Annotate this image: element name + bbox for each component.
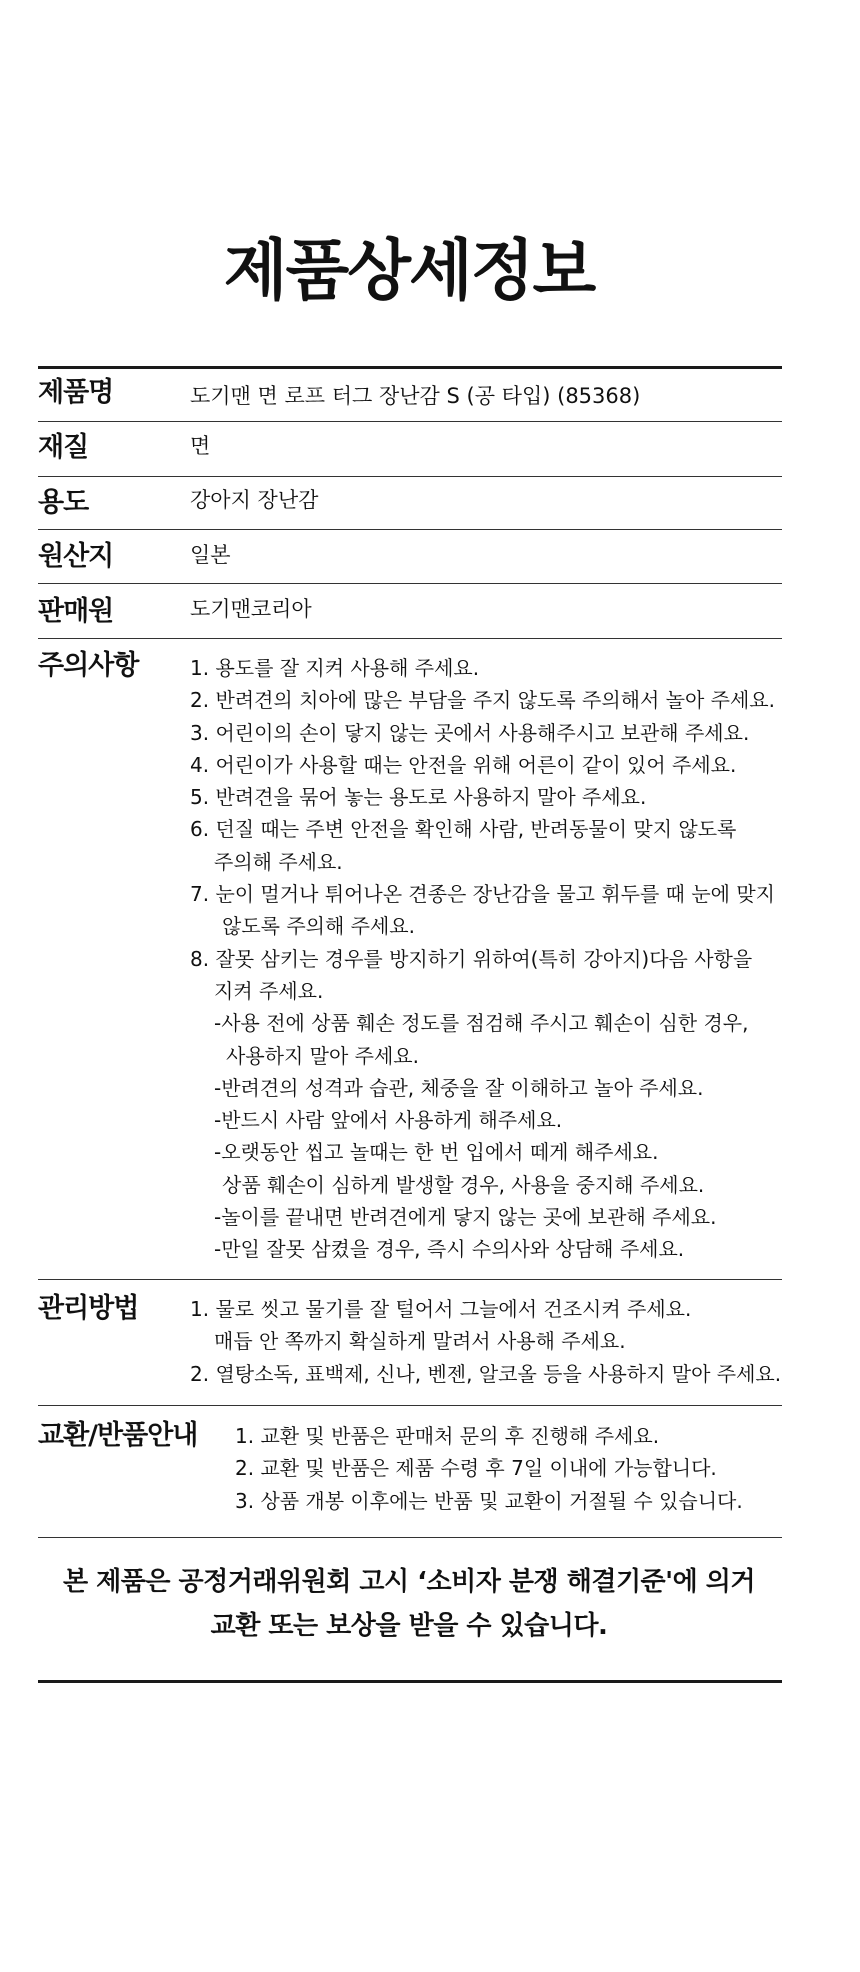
row-divider [38,583,782,584]
caution-line: 지켜 주세요. [214,978,324,1003]
care-line: 1. 물로 씻고 물기를 잘 털어서 그늘에서 건조시켜 주세요. [190,1297,692,1321]
product-name-label: 제품명 [38,377,114,408]
exchange-list [235,1420,743,1517]
caution-line: 상품 훼손이 심하게 발생할 경우, 사용을 중지해 주세요. [222,1172,705,1197]
seller-label: 판매원 [38,596,114,627]
caution-line: 5. 반려견을 묶어 놓는 용도로 사용하지 말아 주세요. [190,785,647,810]
product-name-value: 도기맨 면 로프 터그 장난감 S (공 타입) (85368) [190,384,641,408]
caution-line: -오랫동안 씹고 놀때는 한 번 입에서 떼게 해주세요. [214,1140,659,1165]
caution-line: 사용하지 말아 주세요. [226,1043,419,1068]
section-divider [38,1537,782,1538]
care-line: 매듭 안 쪽까지 확실하게 말려서 사용해 주세요. [214,1329,626,1354]
care-line: 2. 열탕소독, 표백제, 신나, 벤젠, 알코올 등을 사용하지 말아 주세요. [190,1361,782,1386]
caution-line: 2. 반려견의 치아에 많은 부담을 주지 않도록 주의해서 놀아 주세요. [190,688,775,713]
row-divider [38,638,782,639]
usage-label: 용도 [38,487,89,518]
footer-notice-line1: 본 제품은 공정거래위원회 고시 ‘소비자 분쟁 해결기준'에 의거 [62,1567,756,1597]
exchange-line: 1. 교환 및 반품은 판매처 문의 후 진행해 주세요. [235,1424,660,1448]
caution-line: 6. 던질 때는 주변 안전을 확인해 사람, 반려동물이 맞지 않도록 [190,817,737,842]
exchange-label: 교환/반품안내 [38,1420,198,1451]
caution-line: 7. 눈이 멀거나 튀어나온 견종은 장난감을 물고 휘두를 때 눈에 맞지 [190,882,775,907]
caution-line: -만일 잘못 삼켰을 경우, 즉시 수의사와 상담해 주세요. [214,1237,685,1262]
row-divider [38,476,782,477]
caution-line: 3. 어린이의 손이 닿지 않는 곳에서 사용해주시고 보관해 주세요. [190,720,750,745]
top-rule [38,366,782,369]
caution-line: 8. 잘못 삼키는 경우를 방지하기 위하여(특히 강아지)다음 사항을 [190,946,753,971]
bottom-rule [38,1680,782,1683]
caution-line: -반려견의 성격과 습관, 체중을 잘 이해하고 놀아 주세요. [214,1075,704,1100]
origin-label: 원산지 [38,541,114,572]
care-list [190,1293,781,1390]
row-divider [38,421,782,422]
care-label: 관리방법 [38,1293,139,1324]
footer-notice-line2: 교환 또는 보상을 받을 수 있습니다. [210,1611,608,1641]
section-divider [38,1279,782,1280]
cautions-list [190,652,775,1266]
caution-line: -사용 전에 상품 훼손 정도를 점검해 주시고 훼손이 심한 경우, [214,1011,749,1036]
cautions-label: 주의사항 [38,650,139,681]
exchange-line: 3. 상품 개봉 이후에는 반품 및 교환이 거절될 수 있습니다. [235,1488,743,1513]
origin-value: 일본 [190,543,231,567]
usage-value: 강아지 장난감 [190,488,319,512]
caution-line: -반드시 사람 앞에서 사용하게 해주세요. [214,1108,563,1133]
material-label: 재질 [38,432,89,463]
material-value: 면 [190,434,211,458]
caution-line: 주의해 주세요. [214,849,343,874]
caution-line: 않도록 주의해 주세요. [222,914,415,939]
page-title: 제품상세정보 [223,232,595,309]
caution-line: 4. 어린이가 사용할 때는 안전을 위해 어른이 같이 있어 주세요. [190,752,737,777]
seller-value: 도기맨코리아 [190,597,312,621]
caution-line: 1. 용도를 잘 지켜 사용해 주세요. [190,656,480,680]
section-divider [38,1405,782,1406]
footer-notice [0,1560,818,1648]
caution-line: -놀이를 끝내면 반려견에게 닿지 않는 곳에 보관해 주세요. [214,1205,717,1230]
row-divider [38,529,782,530]
exchange-line: 2. 교환 및 반품은 제품 수령 후 7일 이내에 가능합니다. [235,1456,717,1481]
